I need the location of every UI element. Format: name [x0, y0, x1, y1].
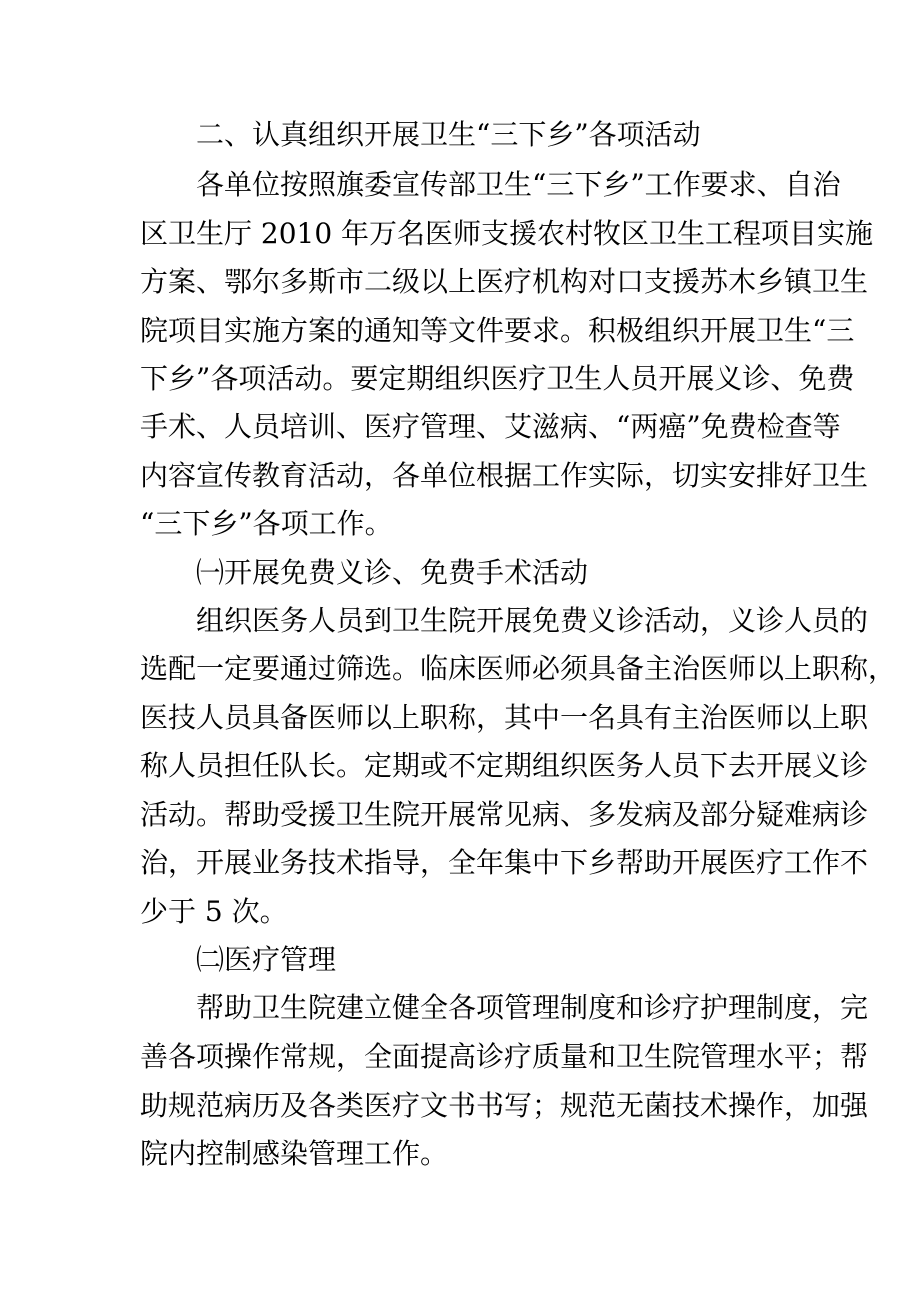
paragraph-line: 少于 5 次。: [140, 895, 288, 928]
paragraph-line: 活动。帮助受援卫生院开展常见病、多发病及部分疑难病诊: [140, 798, 869, 831]
paragraph-line: 帮助卫生院建立健全各项管理制度和诊疗护理制度，完: [196, 991, 869, 1024]
paragraph-line: 内容宣传教育活动，各单位根据工作实际，切实安排好卫生: [140, 459, 869, 492]
paragraph-line: 组织医务人员到卫生院开展免费义诊活动，义诊人员的: [196, 604, 869, 637]
paragraph-line: 善各项操作常规，全面提高诊疗质量和卫生院管理水平；帮: [140, 1040, 869, 1073]
paragraph-line: 下乡”各项活动。要定期组织医疗卫生人员开展义诊、免费: [140, 362, 855, 395]
paragraph-line: 称人员担任队长。定期或不定期组织医务人员下去开展义诊: [140, 749, 869, 782]
paragraph-line: 助规范病历及各类医疗文书书写；规范无菌技术操作，加强: [140, 1089, 869, 1122]
paragraph-line: 选配一定要通过筛选。临床医师必须具备主治医师以上职称，: [140, 652, 897, 685]
paragraph-line: 各单位按照旗委宣传部卫生“三下乡”工作要求、自治: [196, 168, 841, 201]
paragraph-line: 医技人员具备医师以上职称，其中一名具有主治医师以上职: [140, 701, 869, 734]
paragraph-line: 方案、鄂尔多斯市二级以上医疗机构对口支援苏木乡镇卫生: [140, 265, 869, 298]
paragraph-line: 治，开展业务技术指导，全年集中下乡帮助开展医疗工作不: [140, 846, 869, 879]
paragraph-line: 院内控制感染管理工作。: [140, 1137, 449, 1170]
paragraph-line: 区卫生厅 2010 年万名医师支援农村牧区卫生工程项目实施: [140, 217, 874, 250]
section-heading: 二、认真组织开展卫生“三下乡”各项活动: [196, 118, 701, 151]
paragraph-line: 院项目实施方案的通知等文件要求。积极组织开展卫生“三: [140, 314, 855, 347]
paragraph-line: 手术、人员培训、医疗管理、艾滋病、“两癌”免费检查等: [140, 410, 841, 443]
subsection-heading: ㈠开展免费义诊、免费手术活动: [196, 556, 589, 589]
paragraph-line: “三下乡”各项工作。: [140, 507, 393, 540]
subsection-heading: ㈡医疗管理: [196, 943, 337, 976]
